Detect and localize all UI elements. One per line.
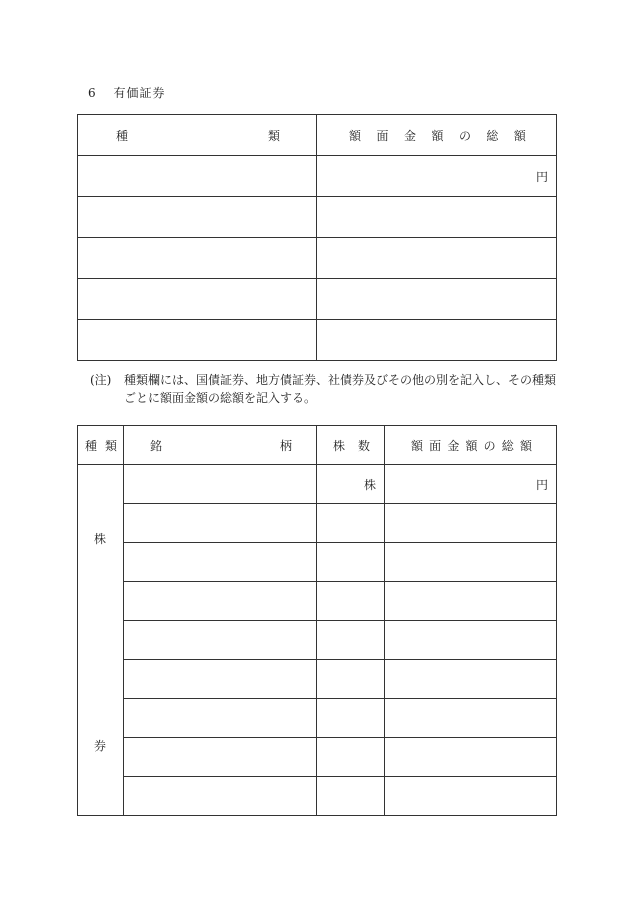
table-row [78,320,557,361]
brand-cell[interactable] [124,504,317,543]
table-row [78,777,557,816]
shares-unit: 株 [363,477,376,492]
total-cell[interactable] [385,777,557,816]
brand-cell[interactable] [124,699,317,738]
brand-cell[interactable] [124,621,317,660]
stocks-table [77,425,557,816]
kind-cell[interactable] [78,238,317,279]
kind-label-bottom: 券 [94,739,107,753]
header-char: 金 [447,438,460,453]
kind-label-top: 株 [94,532,107,546]
brand-cell[interactable] [124,465,317,504]
shares-cell[interactable] [317,465,385,504]
note-line-1: 種類欄には、国債証券、地方債証券、社債券及びその他の別を記入し、その種類 [124,373,557,387]
table-row [78,238,557,279]
kind-vertical-cell [78,465,124,816]
section-heading [88,84,165,101]
kind-cell[interactable] [78,279,317,320]
total-cell[interactable] [317,197,557,238]
total-cell[interactable] [385,621,557,660]
table-row [78,156,557,197]
shares-cell[interactable] [317,738,385,777]
header-char: 面 [429,438,442,453]
total-face-value-header [385,426,557,465]
table-row [78,582,557,621]
total-cell[interactable] [385,504,557,543]
shares-cell[interactable] [317,699,385,738]
note-line-2: ごとに額面金額の総額を記入する。 [124,391,317,405]
shares-cell[interactable] [317,543,385,582]
kind-cell[interactable] [78,197,317,238]
shares-cell[interactable] [317,582,385,621]
table-row [78,738,557,777]
total-cell[interactable] [317,320,557,361]
table-row [78,543,557,582]
total-cell[interactable] [317,279,557,320]
kind-cell[interactable] [78,320,317,361]
header-char: 総 [501,438,514,453]
header-char: 柄 [279,438,292,453]
brand-cell[interactable] [124,738,317,777]
total-cell[interactable] [385,582,557,621]
kind-header-char-1: 種 [116,128,129,143]
yen-unit: 円 [535,477,548,492]
kind-header-char-2: 類 [267,128,280,143]
header-char: 額 [411,438,424,453]
header-char: 額 [349,128,362,143]
shares-cell[interactable] [317,777,385,816]
header-char: の [458,128,471,143]
total-face-value-header [317,115,557,156]
shares-header [317,426,385,465]
total-cell[interactable] [317,156,557,197]
kind-header [78,115,317,156]
yen-unit: 円 [535,169,548,184]
header-char: 額 [431,128,444,143]
table-row [78,279,557,320]
total-cell[interactable] [385,543,557,582]
header-char: 額 [519,438,532,453]
total-cell[interactable] [385,465,557,504]
brand-cell[interactable] [124,582,317,621]
section-title: 有価証券 [113,86,166,100]
total-cell[interactable] [385,699,557,738]
header-char: 銘 [150,438,163,453]
kind-cell[interactable] [78,156,317,197]
header-char: 株 [333,438,346,453]
brand-cell[interactable] [124,777,317,816]
header-char: 総 [486,128,499,143]
note-tag: (注) [90,373,112,387]
brand-cell[interactable] [124,543,317,582]
brand-cell[interactable] [124,660,317,699]
table-row [78,465,557,504]
kind-header [78,426,124,465]
shares-cell[interactable] [317,660,385,699]
securities-table [77,114,557,361]
table-row [78,504,557,543]
table-row [78,699,557,738]
header-char: 金 [403,128,416,143]
brand-header [124,426,317,465]
table-row [78,197,557,238]
table-header-row [78,115,557,156]
shares-cell[interactable] [317,621,385,660]
header-char: 額 [465,438,478,453]
table-row [78,660,557,699]
total-cell[interactable] [385,738,557,777]
total-cell[interactable] [317,238,557,279]
table-header-row [78,426,557,465]
header-char: 類 [104,438,117,453]
header-char: 数 [357,438,370,453]
section-number: 6 [88,86,97,100]
total-cell[interactable] [385,660,557,699]
header-char: 種 [85,438,98,453]
header-char: 額 [513,128,526,143]
table-row [78,621,557,660]
header-char: 面 [376,128,389,143]
shares-cell[interactable] [317,504,385,543]
header-char: の [483,438,496,453]
note [90,371,560,407]
